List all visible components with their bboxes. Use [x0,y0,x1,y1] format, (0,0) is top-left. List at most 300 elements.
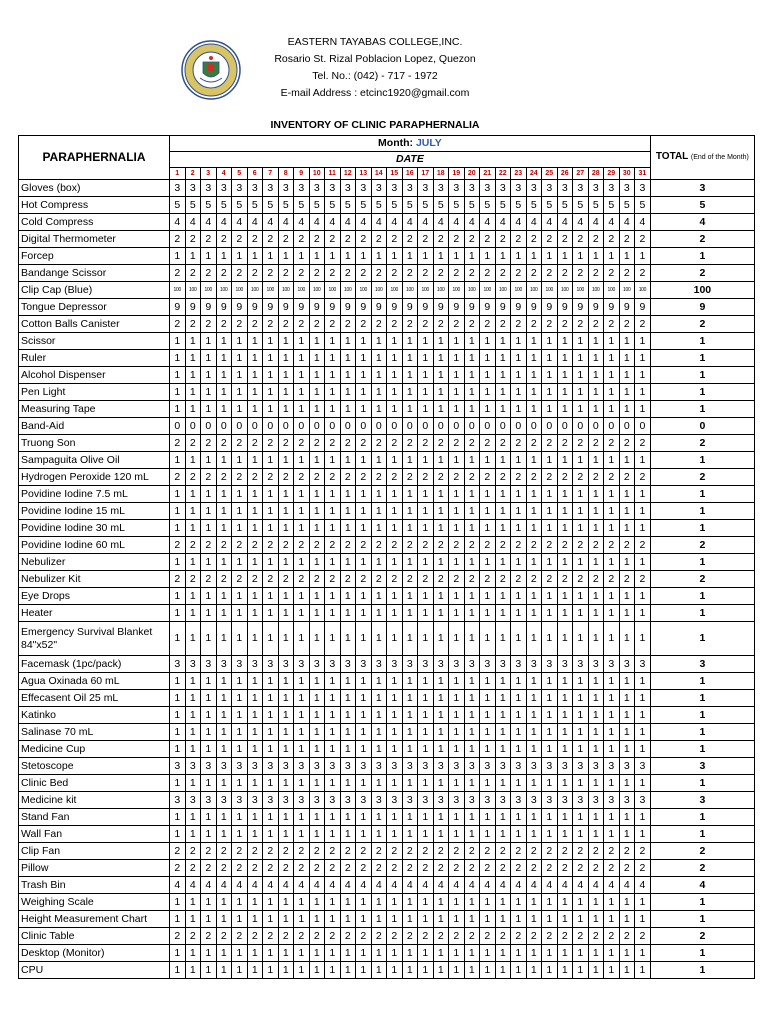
daily-count: 1 [588,554,604,571]
daily-count: 3 [418,180,434,197]
daily-count: 1 [294,333,310,350]
daily-count: 1 [573,452,589,469]
daily-count: 2 [588,843,604,860]
daily-count: 1 [216,962,232,979]
item-name: Cotton Balls Canister [19,316,170,333]
daily-count: 1 [573,384,589,401]
daily-count: 2 [433,265,449,282]
item-name: Clip Cap (Blue) [19,282,170,299]
daily-count: 2 [387,843,403,860]
daily-count: 1 [573,724,589,741]
daily-count: 100 [480,282,496,299]
daily-count: 1 [511,826,527,843]
daily-count: 1 [371,350,387,367]
daily-count: 1 [309,248,325,265]
daily-count: 1 [201,673,217,690]
daily-count: 2 [449,537,465,554]
daily-count: 2 [480,571,496,588]
daily-count: 0 [263,418,279,435]
daily-count: 2 [309,537,325,554]
daily-count: 2 [604,860,620,877]
daily-count: 2 [495,231,511,248]
daily-count: 1 [433,350,449,367]
daily-count: 1 [511,554,527,571]
daily-count: 4 [356,214,372,231]
daily-count: 1 [309,520,325,537]
daily-count: 1 [449,690,465,707]
daily-count: 1 [278,673,294,690]
daily-count: 4 [557,877,573,894]
daily-count: 1 [557,690,573,707]
daily-count: 3 [185,656,201,673]
daily-count: 1 [387,486,403,503]
daily-count: 1 [526,520,542,537]
daily-count: 1 [387,605,403,622]
daily-count: 1 [387,248,403,265]
daily-count: 3 [387,792,403,809]
daily-count: 100 [588,282,604,299]
table-row [19,809,755,826]
daily-count: 3 [263,656,279,673]
daily-count: 1 [185,588,201,605]
daily-count: 1 [604,333,620,350]
daily-count: 1 [433,605,449,622]
daily-count: 3 [387,180,403,197]
daily-count: 1 [387,503,403,520]
daily-count: 1 [278,520,294,537]
daily-count: 1 [557,384,573,401]
daily-count: 3 [480,792,496,809]
daily-count: 1 [201,945,217,962]
daily-count: 1 [418,554,434,571]
daily-count: 4 [371,214,387,231]
daily-count: 1 [418,452,434,469]
daily-count: 2 [216,571,232,588]
daily-count: 2 [294,537,310,554]
daily-count: 1 [619,554,635,571]
daily-count: 1 [418,486,434,503]
daily-count: 100 [557,282,573,299]
daily-count: 1 [588,962,604,979]
daily-count: 1 [418,248,434,265]
daily-count: 1 [635,248,651,265]
daily-count: 1 [495,707,511,724]
daily-count: 2 [402,571,418,588]
daily-count: 1 [526,826,542,843]
item-name: Band-Aid [19,418,170,435]
daily-count: 1 [371,486,387,503]
daily-count: 3 [418,758,434,775]
daily-count: 1 [371,707,387,724]
daily-count: 1 [263,673,279,690]
daily-count: 1 [340,622,356,656]
daily-count: 1 [449,724,465,741]
daily-count: 4 [635,877,651,894]
daily-count: 2 [170,265,186,282]
daily-count: 2 [542,435,558,452]
daily-count: 1 [542,707,558,724]
daily-count: 3 [418,792,434,809]
daily-count: 1 [511,520,527,537]
daily-count: 1 [216,384,232,401]
daily-count: 1 [402,894,418,911]
daily-count: 100 [201,282,217,299]
daily-count: 4 [356,877,372,894]
item-name: Weighing Scale [19,894,170,911]
daily-count: 100 [356,282,372,299]
daily-count: 1 [201,248,217,265]
total-note: (End of the Month) [690,154,749,161]
item-name: Hydrogen Peroxide 120 mL [19,469,170,486]
daily-count: 9 [526,299,542,316]
item-name: Digital Thermometer [19,231,170,248]
daily-count: 2 [526,469,542,486]
daily-count: 1 [402,826,418,843]
daily-count: 2 [604,537,620,554]
daily-count: 2 [325,469,341,486]
daily-count: 3 [480,656,496,673]
daily-count: 1 [557,911,573,928]
daily-count: 1 [619,741,635,758]
daily-count: 2 [232,265,248,282]
daily-count: 2 [216,928,232,945]
daily-count: 2 [604,843,620,860]
daily-count: 3 [542,656,558,673]
daily-count: 1 [573,350,589,367]
daily-count: 2 [309,469,325,486]
daily-count: 3 [278,656,294,673]
daily-count: 1 [588,707,604,724]
month-end-total: 1 [650,401,754,418]
daily-count: 2 [340,928,356,945]
daily-count: 9 [309,299,325,316]
daily-count: 1 [185,911,201,928]
daily-count: 1 [216,945,232,962]
daily-count: 1 [402,707,418,724]
daily-count: 0 [588,418,604,435]
daily-count: 1 [619,690,635,707]
daily-count: 3 [247,792,263,809]
daily-count: 1 [495,911,511,928]
daily-count: 1 [635,894,651,911]
daily-count: 1 [263,554,279,571]
daily-count: 1 [371,367,387,384]
daily-count: 1 [619,724,635,741]
daily-count: 3 [402,180,418,197]
daily-count: 3 [247,656,263,673]
daily-count: 1 [294,350,310,367]
daily-count: 1 [340,367,356,384]
daily-count: 1 [464,962,480,979]
daily-count: 1 [356,911,372,928]
daily-count: 2 [449,860,465,877]
daily-count: 100 [170,282,186,299]
daily-count: 2 [356,435,372,452]
daily-count: 1 [449,350,465,367]
daily-count: 1 [557,673,573,690]
daily-count: 1 [232,367,248,384]
daily-count: 2 [247,469,263,486]
daily-count: 1 [573,248,589,265]
month-end-total: 100 [650,282,754,299]
daily-count: 2 [402,469,418,486]
daily-count: 1 [511,367,527,384]
daily-count: 1 [170,707,186,724]
daily-count: 1 [201,384,217,401]
daily-count: 2 [201,571,217,588]
daily-count: 9 [495,299,511,316]
daily-count: 1 [356,741,372,758]
daily-count: 1 [526,775,542,792]
daily-count: 2 [526,316,542,333]
daily-count: 1 [573,894,589,911]
table-row [19,843,755,860]
daily-count: 2 [402,928,418,945]
daily-count: 9 [433,299,449,316]
item-name: Clinic Bed [19,775,170,792]
daily-count: 1 [480,622,496,656]
daily-count: 2 [263,537,279,554]
daily-count: 3 [170,758,186,775]
daily-count: 2 [263,843,279,860]
day-number: 7 [263,168,279,180]
daily-count: 3 [294,758,310,775]
daily-count: 5 [278,197,294,214]
daily-count: 2 [325,231,341,248]
daily-count: 2 [588,469,604,486]
daily-count: 1 [573,911,589,928]
daily-count: 1 [542,809,558,826]
daily-count: 1 [495,962,511,979]
daily-count: 3 [201,758,217,775]
daily-count: 1 [635,486,651,503]
daily-count: 2 [542,537,558,554]
daily-count: 1 [232,486,248,503]
daily-count: 1 [604,673,620,690]
daily-count: 1 [557,248,573,265]
daily-count: 1 [635,367,651,384]
daily-count: 2 [495,843,511,860]
daily-count: 1 [604,741,620,758]
daily-count: 2 [635,265,651,282]
daily-count: 1 [604,707,620,724]
table-row [19,384,755,401]
daily-count: 1 [464,673,480,690]
daily-count: 0 [635,418,651,435]
daily-count: 1 [604,775,620,792]
daily-count: 2 [542,860,558,877]
daily-count: 1 [294,894,310,911]
daily-count: 5 [418,197,434,214]
daily-count: 5 [464,197,480,214]
daily-count: 2 [278,928,294,945]
daily-count: 1 [263,367,279,384]
daily-count: 1 [356,894,372,911]
daily-count: 100 [371,282,387,299]
daily-count: 2 [309,571,325,588]
table-row [19,452,755,469]
daily-count: 1 [588,911,604,928]
daily-count: 1 [340,809,356,826]
day-number: 21 [480,168,496,180]
daily-count: 1 [557,809,573,826]
daily-count: 1 [619,452,635,469]
table-row [19,673,755,690]
daily-count: 1 [232,894,248,911]
daily-count: 1 [402,248,418,265]
day-number: 4 [216,168,232,180]
daily-count: 1 [511,894,527,911]
month-end-total: 1 [650,554,754,571]
daily-count: 1 [402,452,418,469]
daily-count: 1 [573,588,589,605]
daily-count: 2 [464,265,480,282]
daily-count: 1 [495,588,511,605]
daily-count: 1 [402,775,418,792]
daily-count: 1 [433,894,449,911]
daily-count: 1 [309,384,325,401]
daily-count: 3 [185,758,201,775]
table-row [19,248,755,265]
daily-count: 3 [542,792,558,809]
daily-count: 1 [588,605,604,622]
daily-count: 1 [170,554,186,571]
daily-count: 1 [294,367,310,384]
daily-count: 3 [542,180,558,197]
daily-count: 2 [604,469,620,486]
daily-count: 4 [247,877,263,894]
month-end-total: 1 [650,503,754,520]
daily-count: 1 [573,826,589,843]
daily-count: 1 [387,333,403,350]
daily-count: 3 [495,792,511,809]
daily-count: 1 [371,724,387,741]
daily-count: 1 [464,367,480,384]
daily-count: 1 [263,605,279,622]
daily-count: 2 [185,231,201,248]
daily-count: 3 [495,180,511,197]
month-end-total: 2 [650,469,754,486]
daily-count: 1 [170,486,186,503]
daily-count: 2 [263,231,279,248]
daily-count: 1 [232,554,248,571]
daily-count: 1 [526,605,542,622]
daily-count: 1 [247,945,263,962]
item-name: Scissor [19,333,170,350]
daily-count: 1 [309,724,325,741]
daily-count: 3 [526,180,542,197]
daily-count: 1 [449,622,465,656]
daily-count: 2 [588,860,604,877]
daily-count: 2 [433,928,449,945]
daily-count: 2 [588,571,604,588]
daily-count: 2 [309,435,325,452]
daily-count: 1 [495,248,511,265]
daily-count: 4 [526,214,542,231]
daily-count: 1 [216,724,232,741]
daily-count: 3 [232,758,248,775]
daily-count: 3 [325,758,341,775]
daily-count: 2 [185,265,201,282]
item-name: Povidine Iodine 60 mL [19,537,170,554]
daily-count: 0 [573,418,589,435]
daily-count: 1 [449,826,465,843]
daily-count: 1 [635,775,651,792]
daily-count: 1 [588,741,604,758]
daily-count: 2 [325,843,341,860]
daily-count: 1 [433,452,449,469]
daily-count: 1 [402,690,418,707]
item-name: Cold Compress [19,214,170,231]
item-name: Truong Son [19,435,170,452]
daily-count: 2 [247,843,263,860]
daily-count: 3 [309,758,325,775]
item-name: Emergency Survival Blanket 84"x52" [19,622,170,656]
month-end-total: 1 [650,333,754,350]
daily-count: 1 [449,588,465,605]
daily-count: 1 [480,401,496,418]
daily-count: 1 [542,554,558,571]
header-row-month [19,136,755,152]
daily-count: 1 [325,622,341,656]
day-number: 14 [371,168,387,180]
daily-count: 1 [371,401,387,418]
daily-count: 1 [201,588,217,605]
daily-count: 1 [433,554,449,571]
daily-count: 2 [387,231,403,248]
daily-count: 1 [185,503,201,520]
daily-count: 9 [604,299,620,316]
daily-count: 2 [418,860,434,877]
daily-count: 3 [619,758,635,775]
day-number: 15 [387,168,403,180]
daily-count: 1 [201,826,217,843]
daily-count: 3 [294,656,310,673]
daily-count: 1 [294,520,310,537]
daily-count: 0 [402,418,418,435]
item-name: Nebulizer [19,554,170,571]
daily-count: 2 [170,571,186,588]
daily-count: 9 [573,299,589,316]
month-end-total: 3 [650,792,754,809]
daily-count: 2 [619,537,635,554]
daily-count: 2 [557,469,573,486]
daily-count: 2 [325,265,341,282]
month-end-total: 1 [650,350,754,367]
table-row [19,180,755,197]
daily-count: 2 [232,537,248,554]
daily-count: 1 [232,911,248,928]
daily-count: 2 [185,860,201,877]
daily-count: 3 [588,758,604,775]
daily-count: 4 [433,877,449,894]
daily-count: 2 [402,435,418,452]
daily-count: 3 [511,758,527,775]
daily-count: 1 [511,809,527,826]
daily-count: 2 [294,469,310,486]
daily-count: 1 [588,452,604,469]
table-row [19,486,755,503]
daily-count: 3 [278,758,294,775]
daily-count: 2 [480,537,496,554]
daily-count: 1 [418,741,434,758]
daily-count: 0 [278,418,294,435]
daily-count: 1 [325,401,341,418]
daily-count: 3 [170,792,186,809]
daily-count: 1 [356,724,372,741]
day-number: 27 [573,168,589,180]
daily-count: 0 [325,418,341,435]
